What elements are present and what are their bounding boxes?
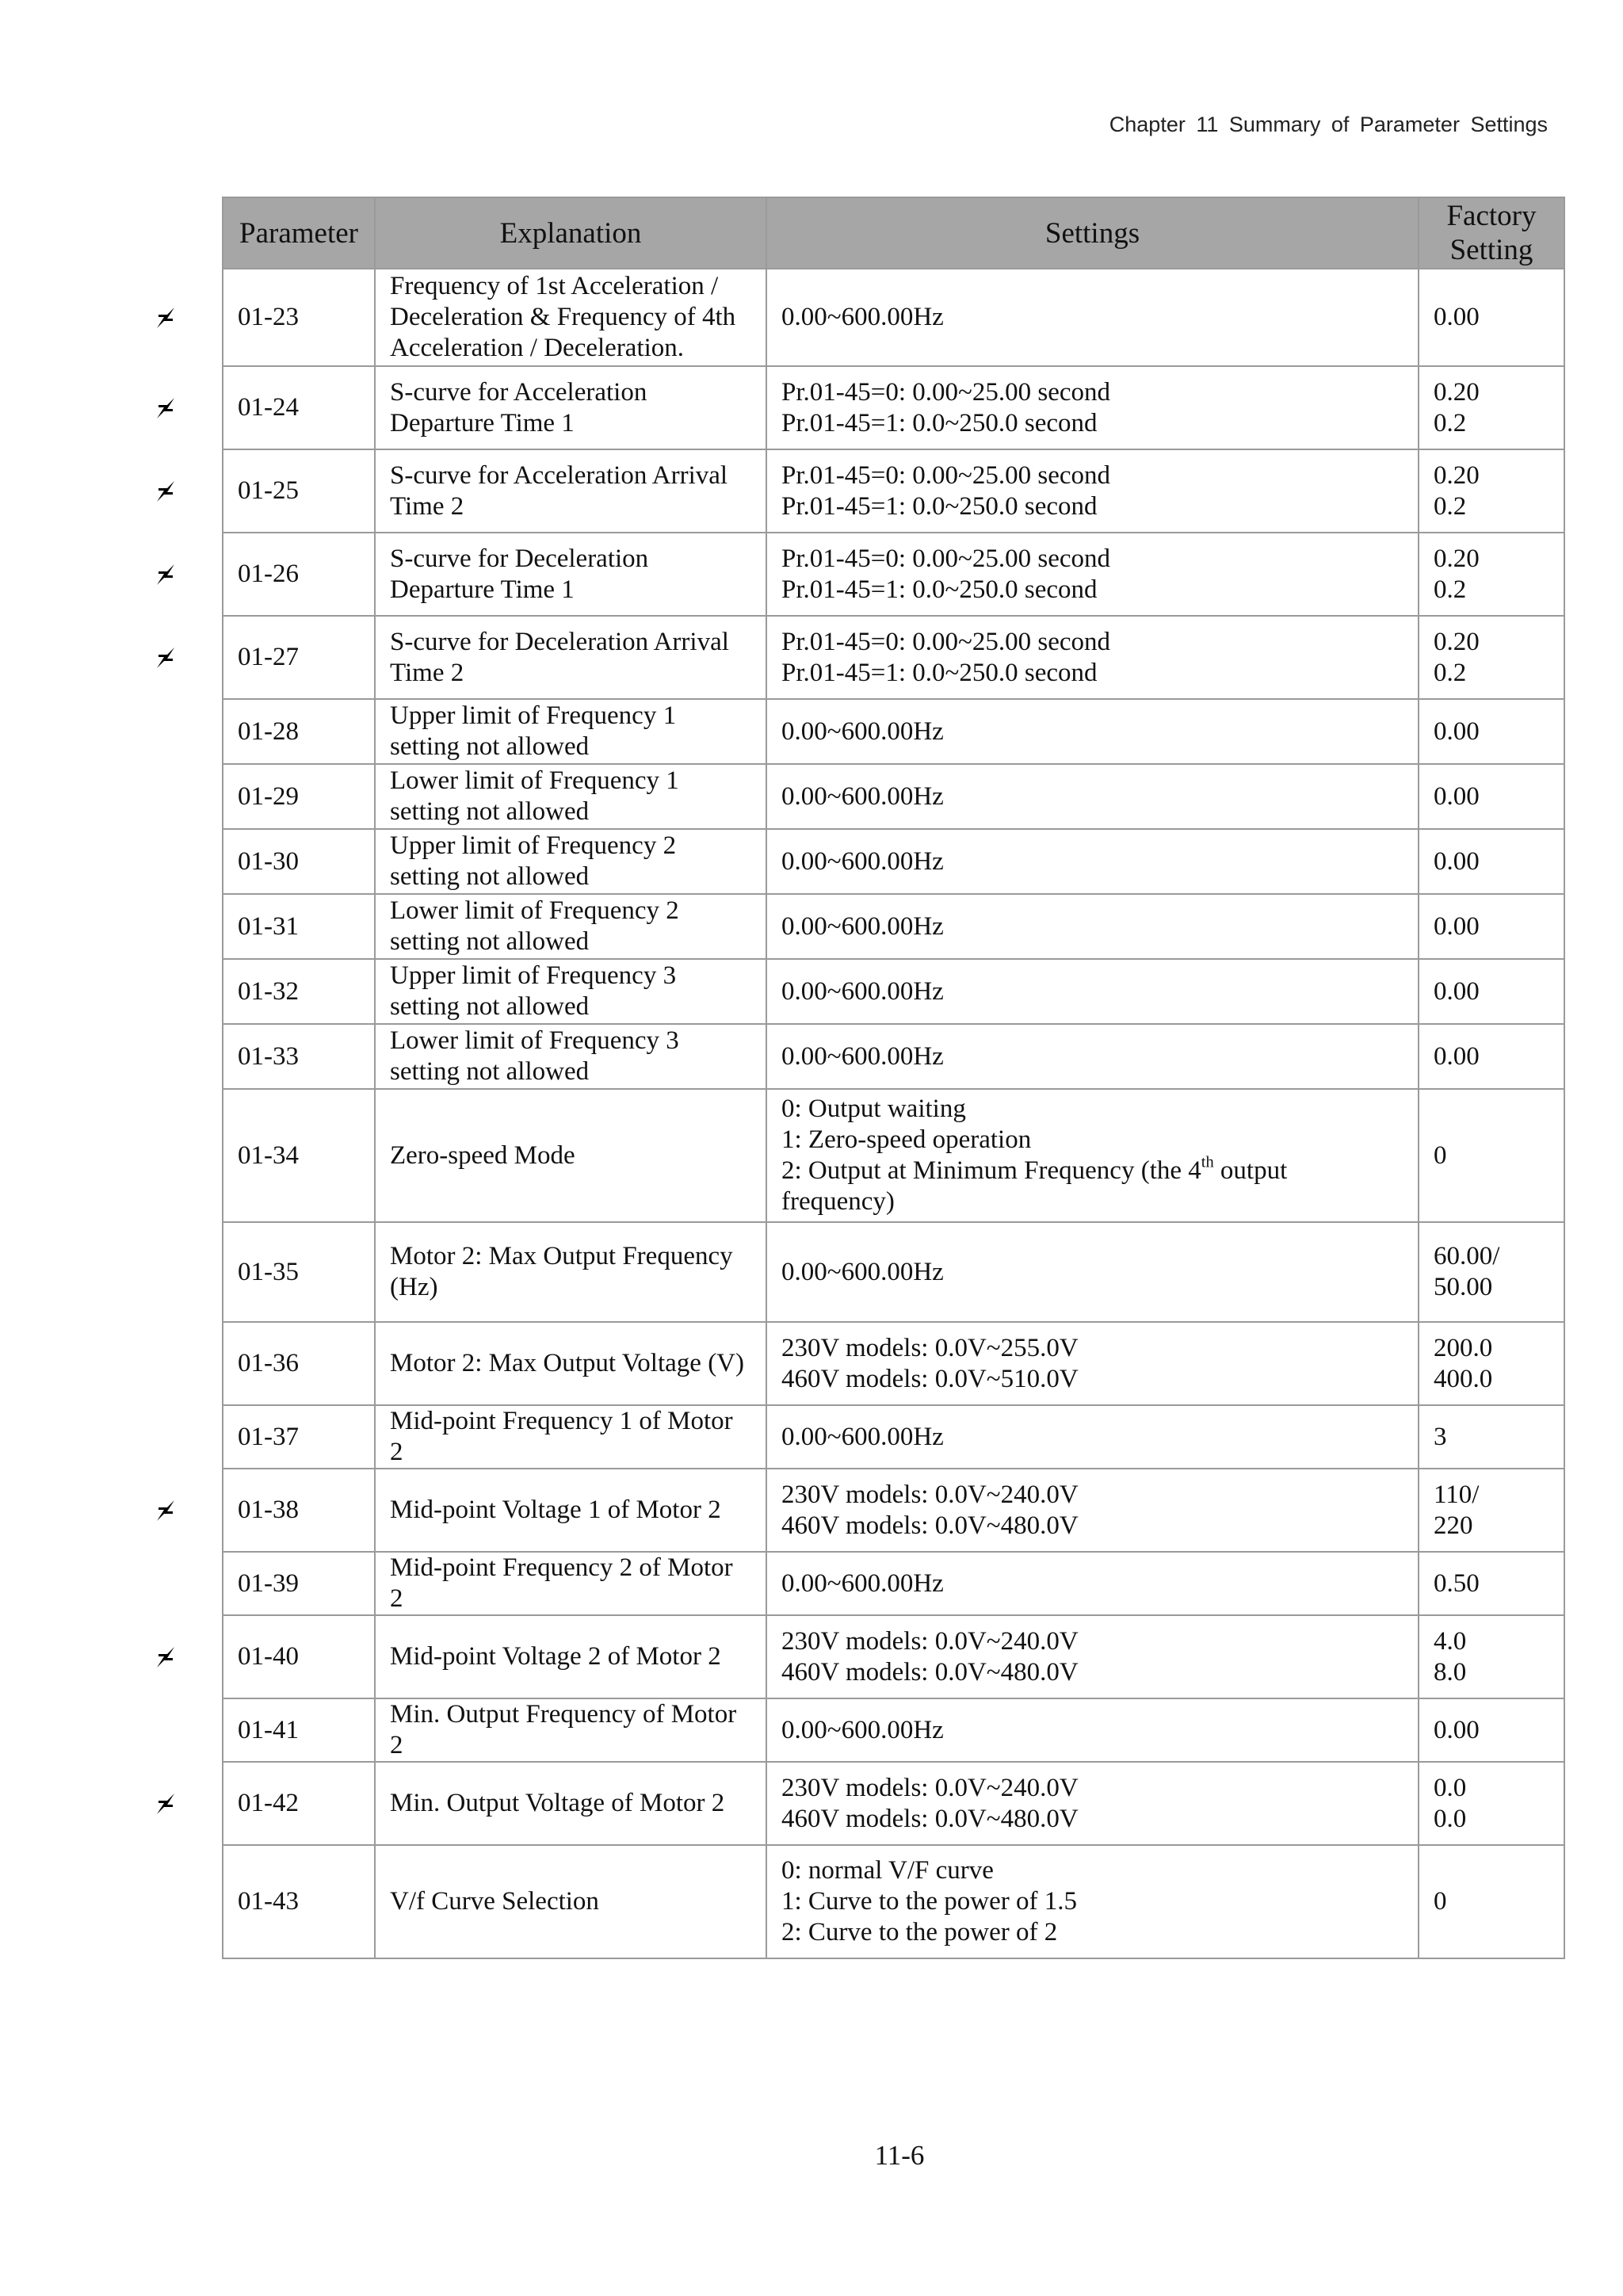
settings-line: 1: Curve to the power of 1.5	[781, 1887, 1078, 1916]
explanation-line: Upper limit of Frequency 3	[390, 961, 677, 990]
factory-setting-line: 0.00	[1434, 911, 1480, 941]
factory-setting-line: 3	[1434, 1422, 1447, 1451]
factory-setting-cell	[1419, 894, 1564, 959]
explanation-cell	[375, 1845, 766, 1958]
param-cell	[223, 1405, 375, 1469]
factory-setting-cell	[1419, 1322, 1564, 1405]
settings-cell	[766, 449, 1419, 533]
settings-line: 460V models: 0.0V~480.0V	[781, 1657, 1079, 1687]
explanation-cell	[375, 764, 766, 829]
factory-setting-cell	[1419, 366, 1564, 449]
table-row	[223, 366, 1564, 449]
settings-cell	[766, 894, 1419, 959]
explanation-cell	[375, 699, 766, 764]
factory-setting-line: 0.2	[1434, 408, 1467, 437]
factory-setting-line: 0.50	[1434, 1568, 1480, 1598]
page-number: 11-6	[874, 2140, 925, 2171]
editable-during-run-icon	[155, 306, 176, 330]
factory-setting-line: 0.0	[1434, 1804, 1467, 1833]
settings-line: Pr.01-45=0: 0.00~25.00 second	[781, 377, 1111, 407]
factory-setting-line: 400.0	[1434, 1364, 1493, 1393]
explanation-cell	[375, 1552, 766, 1615]
param-code: 01-33	[238, 1041, 299, 1071]
explanation-cell	[375, 1615, 766, 1698]
param-cell	[223, 894, 375, 959]
factory-setting-cell	[1419, 699, 1564, 764]
settings-line: 1: Zero-speed operation	[781, 1125, 1032, 1154]
factory-setting-line: 0	[1434, 1140, 1447, 1170]
param-code: 01-31	[238, 911, 299, 941]
explanation-line: Motor 2: Max Output Voltage (V)	[390, 1349, 744, 1377]
explanation-line: Departure Time 1	[390, 408, 575, 437]
settings-cell	[766, 1024, 1419, 1089]
explanation-line: Time 2	[390, 491, 464, 521]
table-row	[223, 1552, 1564, 1615]
col-header-explanation: Explanation	[375, 197, 766, 269]
param-code: 01-39	[238, 1568, 299, 1598]
settings-line: 460V models: 0.0V~510.0V	[781, 1364, 1079, 1393]
table-row	[223, 1024, 1564, 1089]
explanation-line: Deceleration & Frequency of 4th	[390, 303, 736, 331]
explanation-line: Mid-point Frequency 2 of Motor 2	[390, 1553, 733, 1613]
settings-line: Pr.01-45=1: 0.0~250.0 second	[781, 575, 1098, 604]
explanation-line: Mid-point Voltage 1 of Motor 2	[390, 1496, 721, 1524]
settings-line: Pr.01-45=0: 0.00~25.00 second	[781, 627, 1111, 656]
factory-setting-cell	[1419, 1469, 1564, 1552]
factory-setting-line: 0.20	[1434, 544, 1480, 573]
table-row	[223, 449, 1564, 533]
param-cell	[223, 699, 375, 764]
param-cell	[223, 764, 375, 829]
param-cell	[223, 1698, 375, 1762]
factory-setting-line: 0.20	[1434, 627, 1480, 656]
settings-cell	[766, 616, 1419, 699]
explanation-line: Zero-speed Mode	[390, 1140, 575, 1170]
param-code: 01-27	[238, 643, 299, 671]
factory-setting-line: 0.20	[1434, 377, 1480, 407]
factory-setting-cell	[1419, 764, 1564, 829]
settings-line: 230V models: 0.0V~255.0V	[781, 1333, 1079, 1362]
factory-setting-line: 0.00	[1434, 781, 1480, 811]
editable-during-run-icon	[155, 479, 176, 503]
settings-cell	[766, 959, 1419, 1024]
table-row	[223, 1469, 1564, 1552]
explanation-line: V/f Curve Selection	[390, 1887, 599, 1916]
settings-cell	[766, 1698, 1419, 1762]
explanation-line: Lower limit of Frequency 2	[390, 896, 679, 925]
settings-line: 0.00~600.00Hz	[781, 1422, 944, 1451]
editable-during-run-icon	[155, 1499, 176, 1522]
settings-line: 0.00~600.00Hz	[781, 1041, 944, 1071]
editable-during-run-icon	[155, 563, 176, 586]
param-cell	[223, 269, 375, 366]
param-cell	[223, 616, 375, 699]
factory-setting-cell	[1419, 269, 1564, 366]
settings-cell	[766, 764, 1419, 829]
factory-setting-line: 220	[1434, 1511, 1473, 1540]
table-row	[223, 1322, 1564, 1405]
explanation-cell	[375, 449, 766, 533]
settings-line: 2: Curve to the power of 2	[781, 1918, 1058, 1946]
factory-setting-cell	[1419, 1405, 1564, 1469]
param-code: 01-42	[238, 1789, 299, 1817]
table-header-row	[223, 197, 1564, 269]
param-code: 01-26	[238, 560, 299, 588]
settings-cell	[766, 1222, 1419, 1322]
param-cell	[223, 959, 375, 1024]
editable-during-run-icon	[155, 396, 176, 420]
param-code: 01-30	[238, 846, 299, 876]
col-header-factory-setting	[1419, 197, 1564, 269]
explanation-line: Acceleration / Deceleration.	[390, 334, 685, 362]
parameter-table	[222, 197, 1565, 1959]
factory-setting-line: 0.00	[1434, 1041, 1480, 1071]
explanation-line: Upper limit of Frequency 1	[390, 701, 677, 730]
settings-line: 0.00~600.00Hz	[781, 911, 944, 941]
explanation-line: S-curve for Acceleration	[390, 377, 647, 407]
factory-setting-cell	[1419, 1698, 1564, 1762]
settings-line: 230V models: 0.0V~240.0V	[781, 1480, 1079, 1509]
explanation-cell	[375, 1698, 766, 1762]
settings-cell	[766, 1405, 1419, 1469]
factory-setting-cell	[1419, 829, 1564, 894]
settings-line: Pr.01-45=1: 0.0~250.0 second	[781, 408, 1098, 437]
explanation-line: S-curve for Acceleration Arrival	[390, 460, 728, 490]
explanation-cell	[375, 269, 766, 366]
explanation-line: Lower limit of Frequency 3	[390, 1026, 679, 1055]
factory-setting-cell	[1419, 1552, 1564, 1615]
settings-cell	[766, 1615, 1419, 1698]
factory-setting-line: 110/	[1434, 1480, 1480, 1509]
param-cell	[223, 1552, 375, 1615]
explanation-cell	[375, 533, 766, 616]
factory-setting-line: 0.00	[1434, 976, 1480, 1006]
explanation-line: Departure Time 1	[390, 575, 575, 604]
settings-cell	[766, 829, 1419, 894]
factory-setting-cell	[1419, 1024, 1564, 1089]
editable-during-run-icon	[155, 1792, 176, 1816]
table-row	[223, 959, 1564, 1024]
table-row	[223, 1762, 1564, 1845]
settings-line: Pr.01-45=0: 0.00~25.00 second	[781, 460, 1111, 490]
param-cell	[223, 533, 375, 616]
factory-setting-line: 0.00	[1434, 1715, 1480, 1744]
factory-setting-line: 0.2	[1434, 658, 1467, 687]
param-cell	[223, 1762, 375, 1845]
explanation-line: Min. Output Frequency of Motor 2	[390, 1700, 737, 1759]
settings-line: Pr.01-45=0: 0.00~25.00 second	[781, 544, 1111, 573]
factory-setting-line: 0.00	[1434, 716, 1480, 746]
settings-line: 460V models: 0.0V~480.0V	[781, 1804, 1079, 1833]
explanation-cell	[375, 616, 766, 699]
table-row	[223, 1222, 1564, 1322]
param-code: 01-38	[238, 1496, 299, 1524]
explanation-line: setting not allowed	[390, 797, 590, 826]
explanation-line: Mid-point Voltage 2 of Motor 2	[390, 1642, 721, 1671]
settings-cell	[766, 366, 1419, 449]
param-code: 01-40	[238, 1642, 299, 1671]
settings-line: 0.00~600.00Hz	[781, 1568, 944, 1598]
explanation-cell	[375, 959, 766, 1024]
param-cell	[223, 1089, 375, 1222]
factory-setting-line: 0.20	[1434, 460, 1480, 490]
explanation-cell	[375, 1762, 766, 1845]
settings-line: 0: normal V/F curve	[781, 1856, 994, 1885]
factory-setting-line: 4.0	[1434, 1626, 1467, 1656]
settings-line: 0.00~600.00Hz	[781, 716, 944, 746]
param-cell	[223, 829, 375, 894]
explanation-cell	[375, 1089, 766, 1222]
table-row	[223, 1405, 1564, 1469]
settings-line: 230V models: 0.0V~240.0V	[781, 1773, 1079, 1802]
explanation-cell	[375, 1222, 766, 1322]
editable-during-run-icon	[155, 1645, 176, 1669]
col-header-settings: Settings	[766, 197, 1419, 269]
explanation-line: setting not allowed	[390, 1057, 590, 1086]
explanation-cell	[375, 829, 766, 894]
param-cell	[223, 1024, 375, 1089]
table-row	[223, 533, 1564, 616]
param-code: 01-37	[238, 1422, 299, 1451]
settings-line: 0.00~600.00Hz	[781, 1257, 944, 1286]
param-code: 01-24	[238, 393, 299, 422]
settings-cell	[766, 1552, 1419, 1615]
param-cell	[223, 1469, 375, 1552]
table-row	[223, 1089, 1564, 1222]
settings-line: 2: Output at Minimum Frequency (the 4th output	[781, 1153, 1288, 1185]
param-code: 01-35	[238, 1257, 299, 1286]
table-row	[223, 616, 1564, 699]
explanation-line: Time 2	[390, 658, 464, 687]
explanation-line: S-curve for Deceleration Arrival	[390, 627, 729, 656]
factory-setting-line: 200.0	[1434, 1333, 1493, 1362]
factory-setting-line: 50.00	[1434, 1273, 1493, 1301]
editable-during-run-icon	[155, 646, 176, 670]
explanation-cell	[375, 1405, 766, 1469]
factory-setting-cell	[1419, 1845, 1564, 1958]
settings-cell	[766, 1845, 1419, 1958]
factory-setting-cell	[1419, 616, 1564, 699]
explanation-line: Mid-point Frequency 1 of Motor 2	[390, 1407, 733, 1466]
explanation-cell	[375, 1469, 766, 1552]
table-row	[223, 269, 1564, 366]
settings-line: 0.00~600.00Hz	[781, 976, 944, 1006]
factory-setting-cell	[1419, 449, 1564, 533]
param-code: 01-41	[238, 1715, 299, 1744]
settings-line: 0: Output waiting	[781, 1095, 966, 1123]
explanation-line: S-curve for Deceleration	[390, 544, 649, 573]
param-cell	[223, 366, 375, 449]
settings-line: 0.00~600.00Hz	[781, 846, 944, 876]
param-cell	[223, 1845, 375, 1958]
col-header-factory-line: Setting	[1449, 234, 1533, 266]
settings-cell	[766, 533, 1419, 616]
factory-setting-line: 0.0	[1434, 1773, 1467, 1802]
factory-setting-line: 0.2	[1434, 491, 1467, 521]
param-code: 01-43	[238, 1887, 299, 1916]
settings-line: 0.00~600.00Hz	[781, 1715, 944, 1744]
explanation-line: Frequency of 1st Acceleration /	[390, 272, 719, 300]
param-cell	[223, 1222, 375, 1322]
col-header-factory-line: Factory	[1446, 200, 1537, 232]
param-code: 01-28	[238, 716, 299, 746]
param-cell	[223, 1615, 375, 1698]
explanation-line: Motor 2: Max Output Frequency	[390, 1242, 733, 1270]
explanation-line: Upper limit of Frequency 2	[390, 831, 677, 860]
settings-cell	[766, 1089, 1419, 1222]
factory-setting-cell	[1419, 1089, 1564, 1222]
factory-setting-cell	[1419, 1762, 1564, 1845]
explanation-line: setting not allowed	[390, 992, 590, 1021]
factory-setting-cell	[1419, 1222, 1564, 1322]
factory-setting-line: 0	[1434, 1887, 1447, 1916]
explanation-line: setting not allowed	[390, 732, 590, 761]
table-row	[223, 699, 1564, 764]
settings-line: Pr.01-45=1: 0.0~250.0 second	[781, 491, 1098, 521]
settings-line: Pr.01-45=1: 0.0~250.0 second	[781, 658, 1098, 687]
param-code: 01-25	[238, 476, 299, 505]
explanation-cell	[375, 1322, 766, 1405]
factory-setting-line: 0.00	[1434, 303, 1480, 331]
chapter-header: Chapter 11 Summary of Parameter Settings	[1109, 113, 1548, 136]
param-cell	[223, 1322, 375, 1405]
explanation-line: Lower limit of Frequency 1	[390, 766, 679, 795]
factory-setting-cell	[1419, 959, 1564, 1024]
factory-setting-line: 8.0	[1434, 1657, 1467, 1687]
settings-cell	[766, 269, 1419, 366]
table-row	[223, 1845, 1564, 1958]
factory-setting-line: 0.00	[1434, 846, 1480, 876]
table-row	[223, 894, 1564, 959]
settings-line: 0.00~600.00Hz	[781, 781, 944, 811]
factory-setting-line: 60.00/	[1434, 1242, 1500, 1270]
settings-line: 0.00~600.00Hz	[781, 303, 944, 331]
settings-cell	[766, 1762, 1419, 1845]
settings-cell	[766, 1469, 1419, 1552]
settings-cell	[766, 1322, 1419, 1405]
param-code: 01-32	[238, 976, 299, 1006]
settings-line: 460V models: 0.0V~480.0V	[781, 1511, 1079, 1540]
explanation-cell	[375, 1024, 766, 1089]
settings-cell	[766, 699, 1419, 764]
col-header-parameter: Parameter	[223, 197, 375, 269]
param-cell	[223, 449, 375, 533]
explanation-line: setting not allowed	[390, 862, 590, 891]
param-code: 01-36	[238, 1349, 299, 1377]
table-row	[223, 829, 1564, 894]
explanation-line: setting not allowed	[390, 927, 590, 956]
param-code: 01-23	[238, 303, 299, 331]
param-code: 01-29	[238, 781, 299, 811]
param-code: 01-34	[238, 1140, 299, 1170]
factory-setting-cell	[1419, 533, 1564, 616]
settings-line: frequency)	[781, 1187, 895, 1216]
factory-setting-cell	[1419, 1615, 1564, 1698]
explanation-line: (Hz)	[390, 1273, 438, 1301]
table-row	[223, 764, 1564, 829]
table-row	[223, 1615, 1564, 1698]
settings-line: 230V models: 0.0V~240.0V	[781, 1626, 1079, 1656]
explanation-cell	[375, 894, 766, 959]
explanation-cell	[375, 366, 766, 449]
factory-setting-line: 0.2	[1434, 575, 1467, 604]
table-row	[223, 1698, 1564, 1762]
explanation-line: Min. Output Voltage of Motor 2	[390, 1789, 725, 1817]
